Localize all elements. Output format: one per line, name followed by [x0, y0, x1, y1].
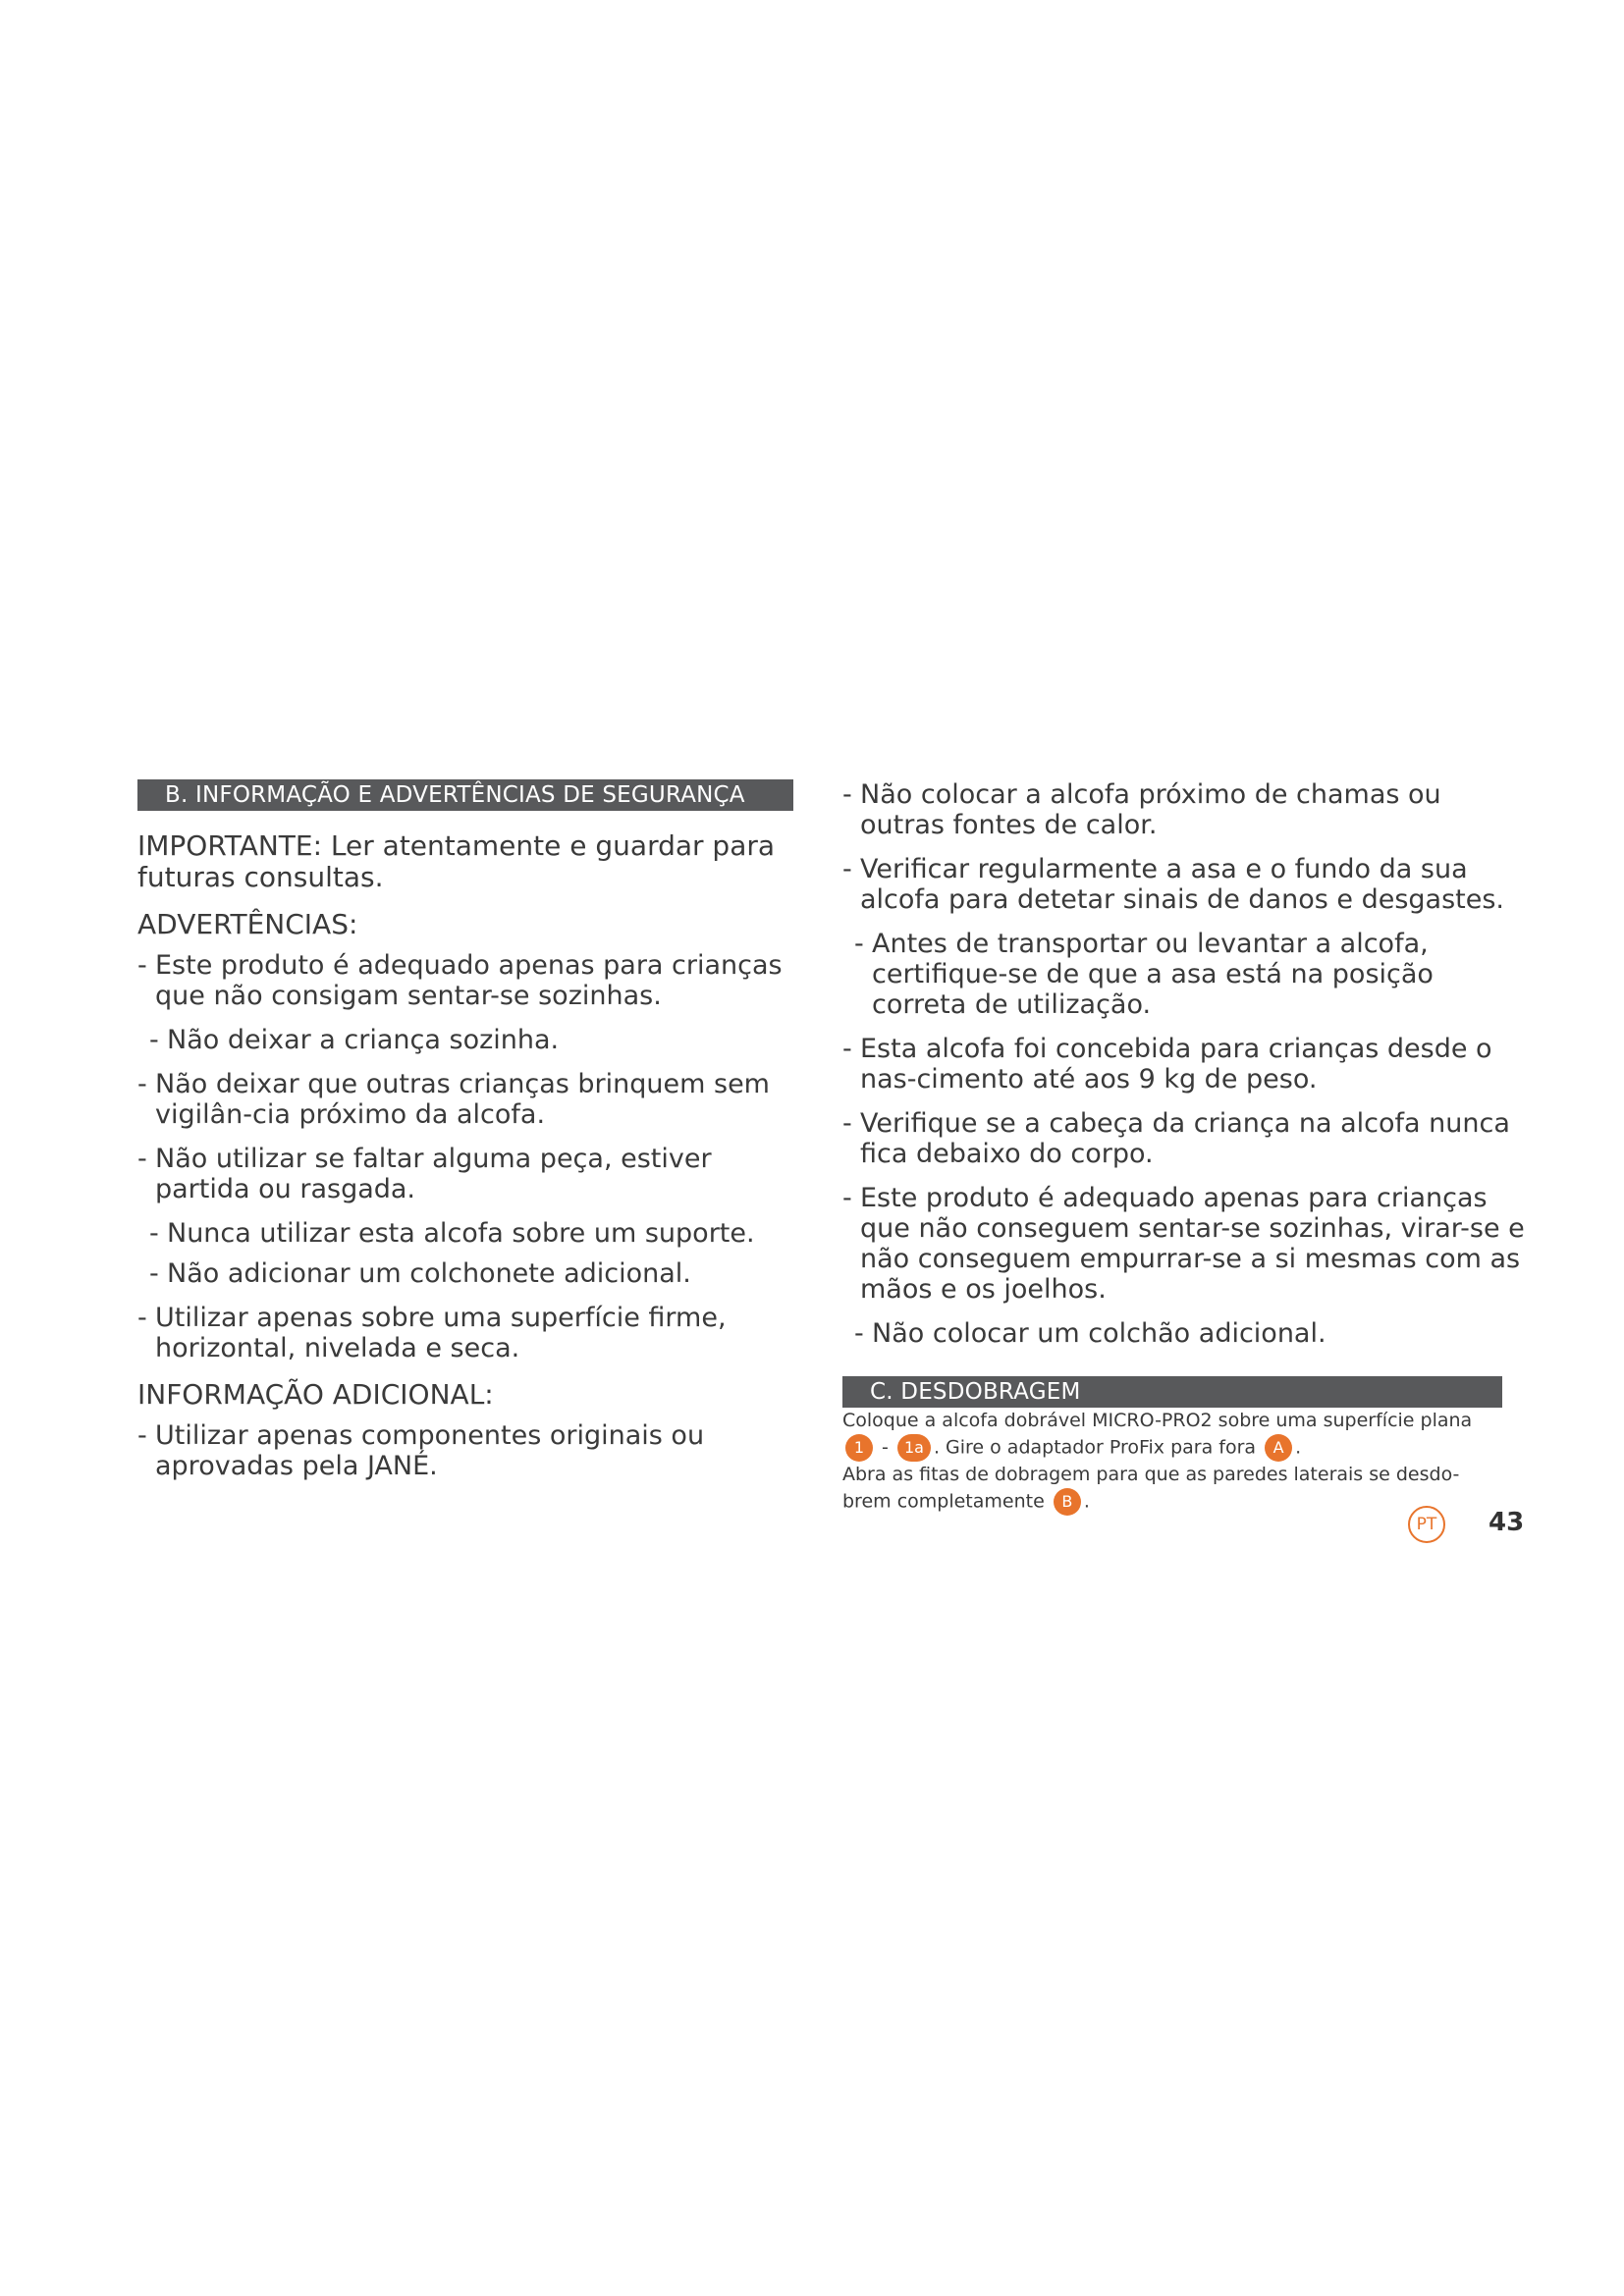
instruction-line-1: Coloque a alcofa dobrável MICRO-PRO2 sobre uma superfície plana	[842, 1410, 1473, 1431]
warnings-heading: ADVERTÊNCIAS:	[137, 908, 358, 940]
list-item: - Esta alcofa foi concebida para crianças desde o nas-cimento até aos 9 kg de peso.	[842, 1034, 1492, 1095]
step-badge-1a: 1a	[897, 1434, 931, 1462]
list-item: - Não utilizar se faltar alguma peça, estiver partida ou rasgada.	[137, 1144, 712, 1204]
additional-heading: INFORMAÇÃO ADICIONAL:	[137, 1378, 494, 1411]
list-item: - Verifique se a cabeça da criança na alcofa nunca fica debaixo do corpo.	[842, 1108, 1510, 1169]
list-item: - Não colocar a alcofa próximo de chamas ou outras fontes de calor.	[842, 779, 1441, 840]
page-number: 43	[1489, 1508, 1525, 1537]
list-item: - Nunca utilizar esta alcofa sobre um suporte.	[149, 1218, 755, 1249]
step-badge-b: B	[1054, 1488, 1081, 1516]
instruction-line-2: 1 - 1a . Gire o adaptador ProFix para fora A .	[842, 1434, 1490, 1462]
section-b-title: B. INFORMAÇÃO E ADVERTÊNCIAS DE SEGURANÇA	[137, 779, 793, 811]
instruction-line-3: Abra as fitas de dobragem para que as paredes laterais se desdo-brem completamente B .	[842, 1462, 1490, 1516]
list-item: - Verificar regularmente a asa e o fundo da sua alcofa para detetar sinais de danos e desgastes.	[842, 854, 1505, 915]
unfolding-instructions	[842, 1408, 1490, 1516]
important-text: Ler atentamente e guardar para futuras consultas.	[137, 829, 776, 893]
page-footer	[1408, 1504, 1526, 1543]
list-item: - Não colocar um colchão adicional.	[854, 1318, 1326, 1349]
important-note	[137, 830, 807, 893]
step-badge-1: 1	[845, 1434, 873, 1462]
right-column	[842, 779, 1530, 1516]
list-item: - Não adicionar um colchonete adicional.	[149, 1258, 691, 1289]
list-item: - Este produto é adequado apenas para crianças que não conseguem sentar-se sozinhas, virar-se e não conseguem empurrar-se a si mesmas com as mãos e os joelhos.	[842, 1183, 1525, 1305]
list-item: - Antes de transportar ou levantar a alcofa, certifique-se de que a asa está na posição correta de utilização.	[854, 929, 1434, 1020]
important-label: IMPORTANTE:	[137, 829, 323, 862]
list-item: - Não deixar que outras crianças brinquem sem vigilân-cia próximo da alcofa.	[137, 1069, 770, 1130]
left-column	[137, 779, 807, 1495]
step-badge-a: A	[1265, 1434, 1292, 1462]
language-badge: PT	[1408, 1506, 1445, 1543]
section-c-title: C. DESDOBRAGEM	[842, 1376, 1502, 1408]
list-item: - Não deixar a criança sozinha.	[149, 1025, 560, 1055]
list-item: - Utilizar apenas componentes originais ou aprovadas pela JANÉ.	[137, 1420, 705, 1481]
list-item: - Utilizar apenas sobre uma superfície firme, horizontal, nivelada e seca.	[137, 1303, 727, 1363]
list-item: - Este produto é adequado apenas para crianças que não consigam sentar-se sozinhas.	[137, 950, 783, 1011]
